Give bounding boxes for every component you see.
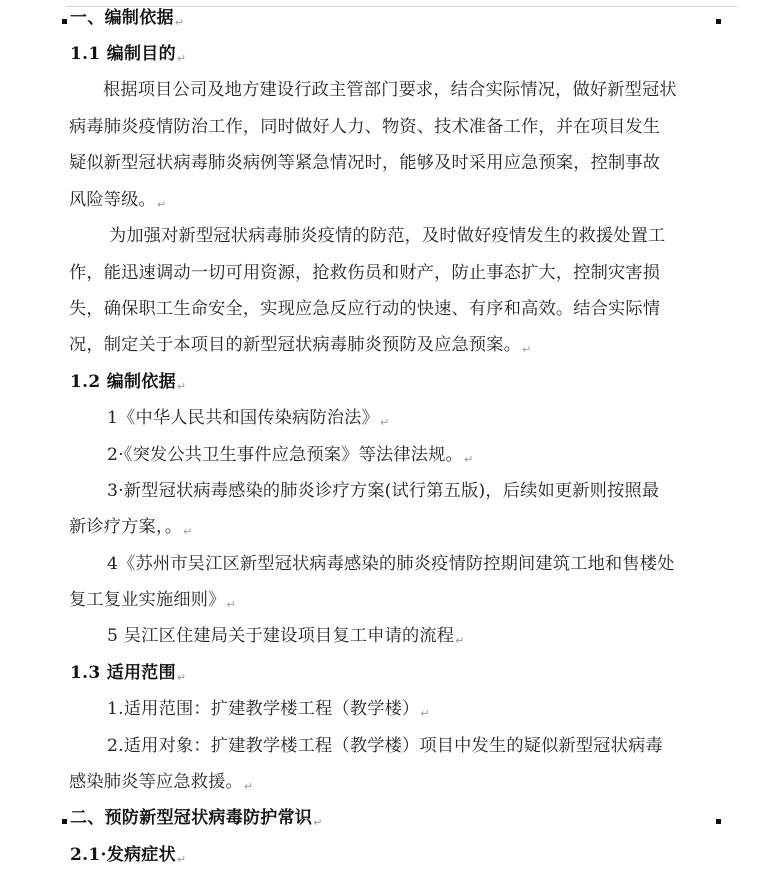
subsection-heading: 2.1·发病症状↵ (70, 845, 187, 866)
paragraph-line: 为加强对新型冠状病毒肺炎疫情的防范，及时做好疫情发生的救援处置工 (109, 226, 666, 246)
paragraph-mark-icon: ↵ (176, 52, 187, 65)
list-item: 3·新型冠状病毒感染的肺炎诊疗方案(试行第五版)，后续如更新则按照最 (107, 481, 660, 501)
paragraph-mark-icon: ↵ (226, 598, 236, 611)
list-item: 1.适用范围：扩建教学楼工程（教学楼）↵ (107, 699, 430, 720)
paragraph-mark-icon: ↵ (455, 634, 465, 647)
paragraph-line: 失，确保职工生命安全，实现应急反应行动的快速、有序和高效。结合实际情 (69, 299, 661, 319)
paragraph-mark-icon: ↵ (313, 816, 323, 829)
right-margin-marker (716, 819, 721, 824)
list-item: 1《中华人民共和国传染病防治法》↵ (107, 408, 390, 429)
list-item: 复工复业实施细则》↵ (69, 590, 236, 611)
paragraph-mark-icon: ↵ (176, 380, 187, 393)
paragraph-line: 病毒肺炎疫情防治工作，同时做好人力、物资、技术准备工作，并在项目发生 (69, 117, 661, 137)
list-item: 2·《突发公共卫生事件应急预案》等法律法规。↵ (107, 445, 474, 466)
subsection-heading: 1.3 适用范围↵ (70, 663, 187, 684)
paragraph-mark-icon: ↵ (522, 343, 532, 356)
heading-bullet-marker (62, 19, 67, 24)
paragraph-mark-icon: ↵ (420, 707, 430, 720)
paragraph-line: 根据项目公司及地方建设行政主管部门要求，结合实际情况，做好新型冠状 (103, 80, 677, 100)
list-item: 5 吴江区住建局关于建设项目复工申请的流程↵ (107, 626, 465, 647)
paragraph-line: 作，能迅速调动一切可用资源，抢救伤员和财产，防止事态扩大，控制灾害损 (69, 263, 661, 283)
paragraph-mark-icon: ↵ (243, 780, 254, 793)
paragraph-mark-icon: ↵ (379, 416, 390, 429)
paragraph-mark-icon: ↵ (176, 671, 187, 684)
paragraph-mark-icon: ↵ (463, 453, 474, 466)
list-item: 新诊疗方案，。↵ (69, 517, 193, 538)
paragraph-mark-icon: ↵ (156, 198, 167, 211)
right-margin-marker (716, 19, 721, 24)
list-item: 2.适用对象：扩建教学楼工程（教学楼）项目中发生的疑似新型冠状病毒 (107, 736, 663, 756)
section-heading: 一、编制依据↵ (70, 8, 185, 29)
list-item: 4《苏州市吴江区新型冠状病毒感染的肺炎疫情防控期间建筑工地和售楼处 (107, 554, 675, 574)
section-heading: 二、预防新型冠状病毒防护常识↵ (70, 808, 323, 829)
paragraph-mark-icon: ↵ (176, 853, 187, 866)
paragraph-line: 风险等级。↵ (69, 190, 167, 211)
list-item: 感染肺炎等应急救援。↵ (69, 772, 254, 793)
heading-bullet-marker (62, 819, 67, 824)
paragraph-line: 况，制定关于本项目的新型冠状病毒肺炎预防及应急预案。↵ (69, 335, 532, 356)
subsection-heading: 1.2 编制依据↵ (70, 372, 187, 393)
paragraph-mark-icon: ↵ (183, 525, 193, 538)
paragraph-line: 疑似新型冠状病毒肺炎病例等紧急情况时，能够及时采用应急预案，控制事故 (69, 153, 661, 173)
paragraph-mark-icon: ↵ (174, 16, 185, 29)
subsection-heading: 1.1 编制目的↵ (70, 44, 187, 65)
